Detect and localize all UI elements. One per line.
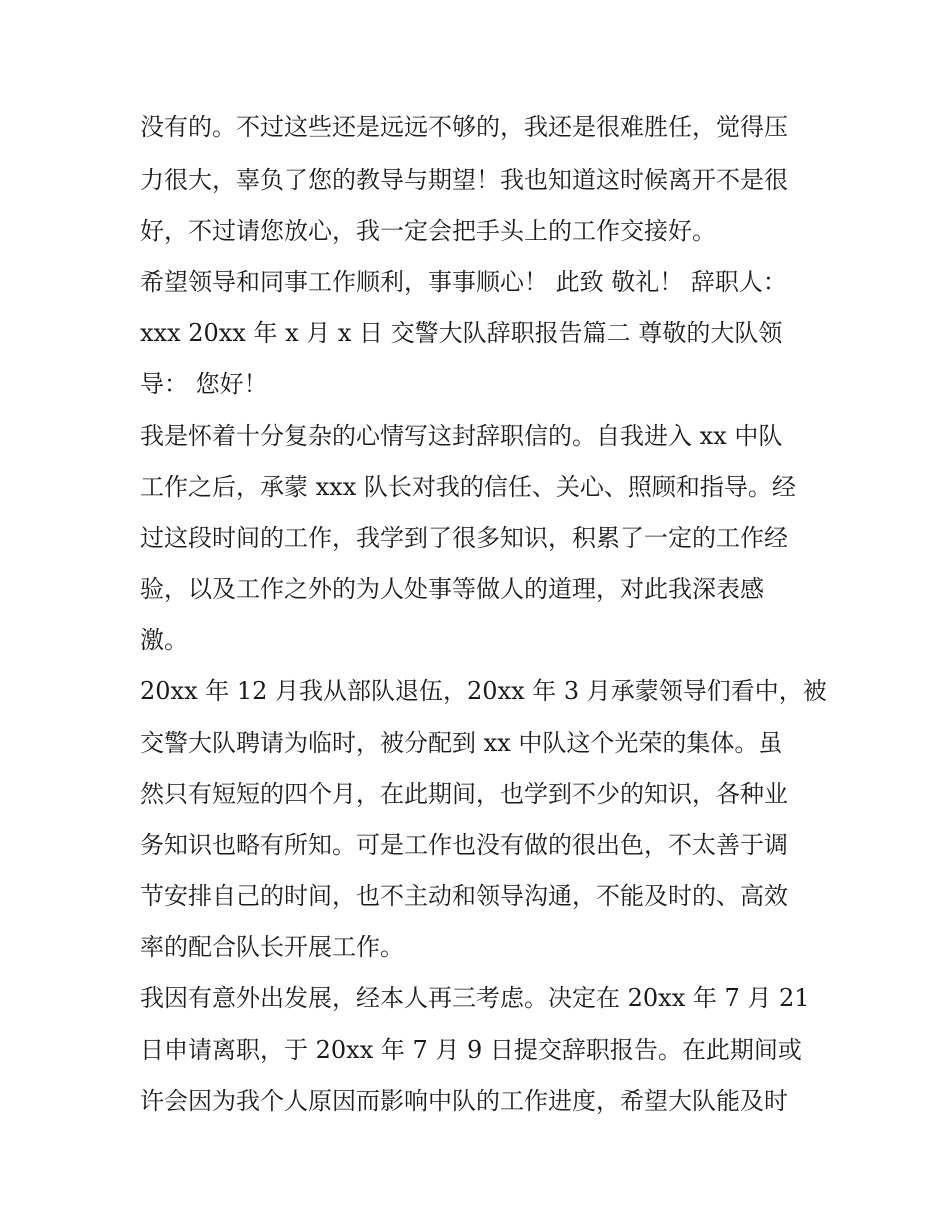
text-line: 力很大，辜负了您的教导与期望！我也知道这时候离开不是很 bbox=[140, 166, 788, 194]
text-line: 激。 bbox=[140, 626, 188, 654]
text-line: 我是怀着十分复杂的心情写这封辞职信的。自我进入 xx 中队 bbox=[140, 422, 783, 450]
text-line: 过这段时间的工作，我学到了很多知识，积累了一定的工作经 bbox=[140, 524, 788, 552]
text-line: 工作之后，承蒙 xxx 队长对我的信任、关心、照顾和指导。经 bbox=[140, 473, 796, 501]
text-line: 交警大队聘请为临时，被分配到 xx 中队这个光荣的集体。虽 bbox=[140, 729, 783, 757]
text-line: 日申请离职，于 20xx 年 7 月 9 日提交辞职报告。在此期间或 bbox=[140, 1036, 802, 1064]
text-line: 然只有短短的四个月，在此期间，也学到不少的知识，各种业 bbox=[140, 780, 788, 808]
text-line: 许会因为我个人原因而影响中队的工作进度，希望大队能及时 bbox=[140, 1087, 788, 1115]
text-line: 希望领导和同事工作顺利，事事顺心！ 此致 敬礼！ 辞职人： bbox=[140, 268, 787, 296]
text-line: 没有的。不过这些还是远远不够的，我还是很难胜任，觉得压 bbox=[140, 113, 788, 141]
text-line: 我因有意外出发展，经本人再三考虑。决定在 20xx 年 7 月 21 bbox=[140, 984, 810, 1012]
text-line: xxx 20xx 年 x 月 x 日 交警大队辞职报告篇二 尊敬的大队领 bbox=[140, 319, 783, 347]
text-line: 率的配合队长开展工作。 bbox=[140, 933, 404, 961]
text-line: 好，不过请您放心，我一定会把手头上的工作交接好。 bbox=[140, 217, 716, 245]
text-line: 导： 您好！ bbox=[140, 370, 268, 398]
text-line: 20xx 年 12 月我从部队退伍，20xx 年 3 月承蒙领导们看中，被 bbox=[140, 677, 827, 705]
text-line: 务知识也略有所知。可是工作也没有做的很出色，不太善于调 bbox=[140, 831, 788, 859]
text-line: 验，以及工作之外的为人处事等做人的道理，对此我深表感 bbox=[140, 575, 764, 603]
text-line: 节安排自己的时间，也不主动和领导沟通，不能及时的、高效 bbox=[140, 882, 788, 910]
